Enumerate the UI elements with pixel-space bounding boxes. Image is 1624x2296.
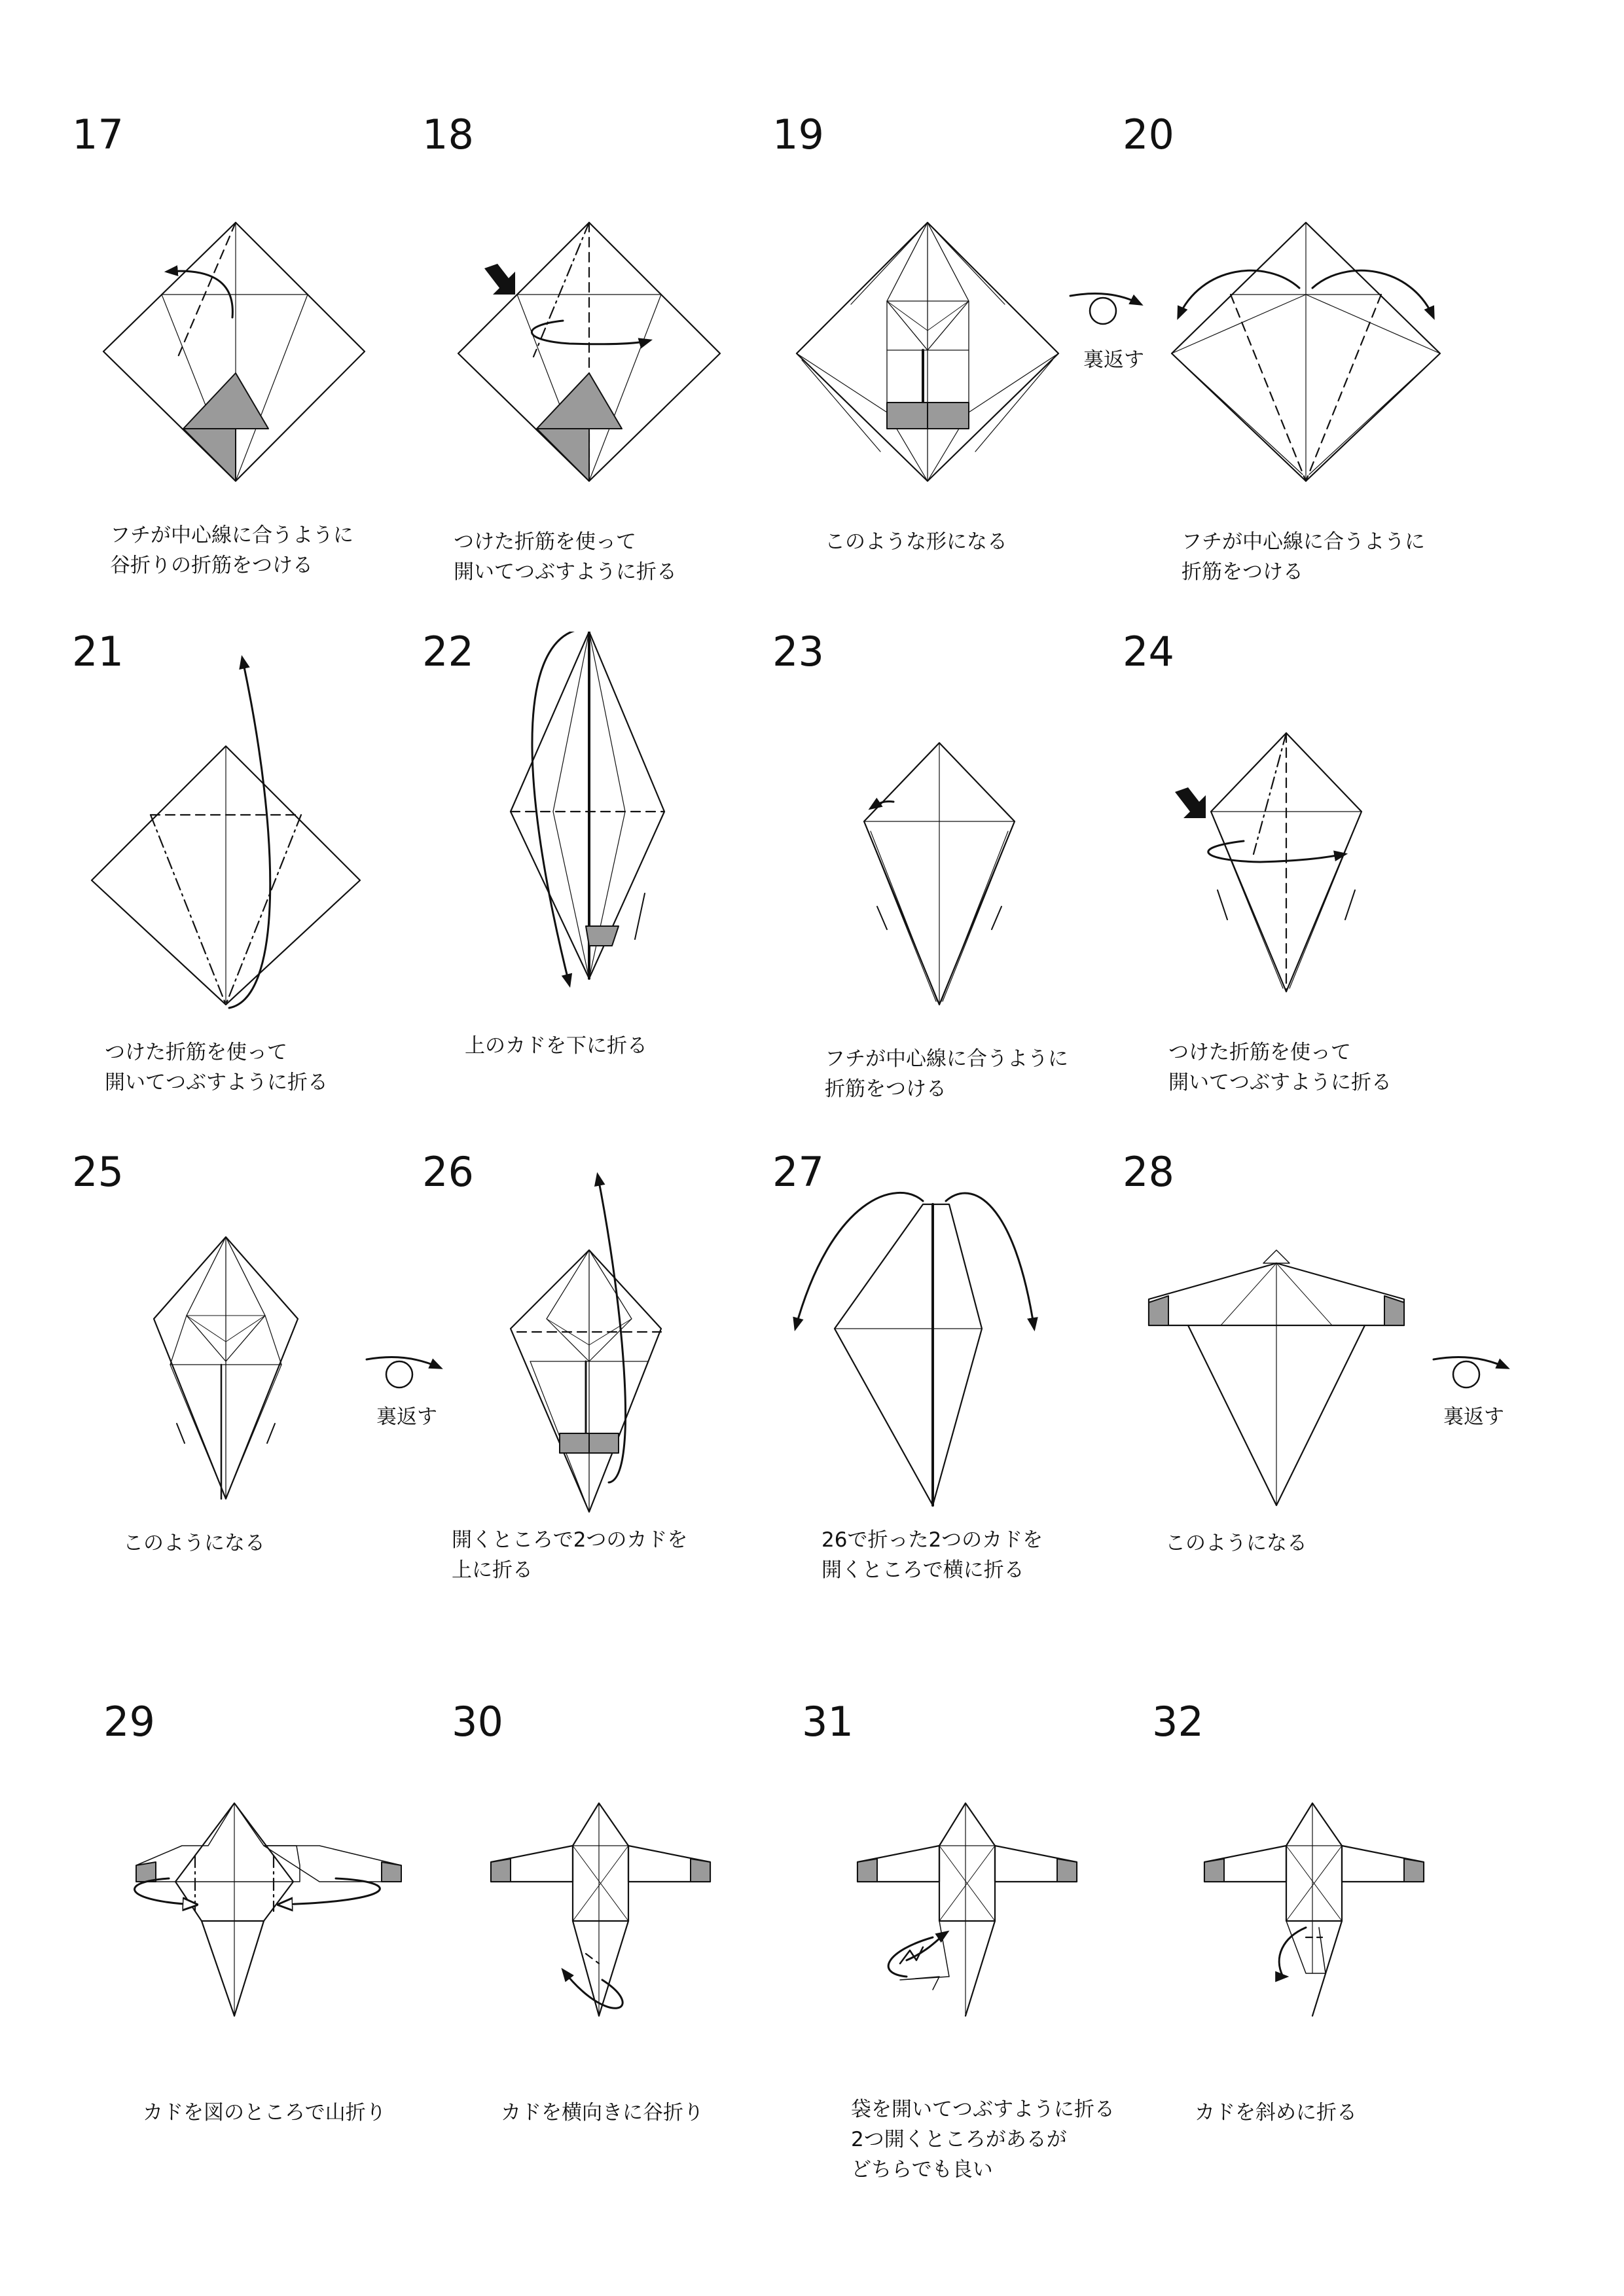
step-28-diagram xyxy=(1123,1148,1476,1662)
push-arrow-icon xyxy=(1175,787,1206,818)
step-23 xyxy=(772,628,1126,1142)
fold-arrow-icon xyxy=(229,658,270,1008)
step-number: 26 xyxy=(422,1148,474,1196)
fold-arrow-icon xyxy=(532,321,650,344)
step-28 xyxy=(1123,1148,1476,1662)
fold-arrow-icon xyxy=(280,1878,380,1905)
step-32 xyxy=(1152,1698,1506,2212)
step-25 xyxy=(72,1148,425,1662)
fold-arrow-icon xyxy=(1312,270,1434,317)
step-number: 18 xyxy=(422,111,474,158)
step-22-diagram xyxy=(422,628,776,1142)
step-30 xyxy=(452,1698,805,2212)
shaded-flap xyxy=(136,1862,156,1882)
step-27-diagram xyxy=(772,1148,1126,1662)
shaded-flap xyxy=(1149,1296,1168,1325)
step-number: 20 xyxy=(1123,111,1174,158)
step-number: 22 xyxy=(422,628,474,675)
fold-arrow-icon xyxy=(795,1193,923,1329)
step-number: 25 xyxy=(72,1148,124,1196)
step-25-diagram xyxy=(72,1148,425,1662)
fold-arrow-icon xyxy=(563,1970,623,2008)
step-30-diagram xyxy=(452,1698,805,2212)
step-31 xyxy=(802,1698,1155,2212)
step-17 xyxy=(72,111,425,625)
shaded-flap xyxy=(1384,1296,1404,1325)
step-caption: フチが中心線に合うように 谷折りの折筋をつける xyxy=(110,524,353,577)
turn-over-label: 裏返す xyxy=(1443,1405,1504,1429)
turn-over-label: 裏返す xyxy=(376,1405,437,1429)
fold-arrow-icon xyxy=(871,801,893,808)
step-number: 19 xyxy=(772,111,824,158)
step-number: 24 xyxy=(1123,628,1174,675)
shaded-flap xyxy=(537,429,589,481)
step-caption: 上のカドを下に折る xyxy=(465,1034,647,1058)
step-27 xyxy=(772,1148,1126,1662)
shaded-flap xyxy=(691,1859,710,1882)
step-18 xyxy=(422,111,776,625)
shaded-flap xyxy=(857,1859,877,1882)
step-caption: カドを斜めに折る xyxy=(1195,2101,1357,2125)
turn-over-label: 裏返す xyxy=(1083,348,1144,372)
step-caption: このようになる xyxy=(123,1532,265,1555)
step-24 xyxy=(1123,628,1476,1142)
step-29 xyxy=(103,1698,457,2212)
step-caption: フチが中心線に合うように 折筋をつける xyxy=(825,1047,1068,1101)
step-32-diagram xyxy=(1152,1698,1506,2212)
step-caption: カドを図のところで山折り xyxy=(143,2101,386,2125)
step-caption: このようになる xyxy=(1165,1532,1307,1555)
step-number: 28 xyxy=(1123,1148,1174,1196)
shaded-flap xyxy=(183,429,236,481)
shaded-flap xyxy=(1057,1859,1077,1882)
step-29-diagram xyxy=(103,1698,457,2212)
fold-arrow-icon xyxy=(888,1937,933,1977)
step-number: 27 xyxy=(772,1148,824,1196)
fold-arrow-icon xyxy=(532,632,589,985)
step-number: 29 xyxy=(103,1698,155,1746)
shaded-flap xyxy=(1204,1859,1224,1882)
step-number: 31 xyxy=(802,1698,854,1746)
step-caption: 開くところで2つのカドを 上に折る xyxy=(452,1528,688,1582)
step-21 xyxy=(72,628,425,1142)
step-number: 32 xyxy=(1152,1698,1204,1746)
fold-arrow-icon xyxy=(946,1193,1034,1329)
shaded-flap xyxy=(537,373,622,429)
turn-over-icon xyxy=(1430,1345,1515,1404)
step-26 xyxy=(422,1148,776,1662)
step-caption: フチが中心線に合うように 折筋をつける xyxy=(1182,530,1425,584)
fold-arrow-icon xyxy=(1208,841,1345,862)
step-caption: つけた折筋を使って 開いてつぶすように折る xyxy=(454,530,677,584)
fold-arrow-icon xyxy=(1178,270,1299,317)
fold-arrow-icon xyxy=(1279,1928,1306,1977)
step-caption: つけた折筋を使って 開いてつぶすように折る xyxy=(1168,1041,1392,1094)
step-22 xyxy=(422,628,776,1142)
fold-arrow-icon xyxy=(135,1878,195,1905)
step-caption: カドを横向きに谷折り xyxy=(501,2101,704,2125)
shaded-flap xyxy=(1404,1859,1424,1882)
shaded-flap xyxy=(586,926,619,946)
push-arrow-icon xyxy=(484,264,515,295)
step-number: 17 xyxy=(72,111,124,158)
step-number: 21 xyxy=(72,628,124,675)
shaded-flap xyxy=(491,1859,511,1882)
step-20 xyxy=(1123,111,1476,625)
step-number: 30 xyxy=(452,1698,503,1746)
step-19 xyxy=(772,111,1126,625)
step-caption: このような形になる xyxy=(825,530,1007,554)
step-caption: 袋を開いてつぶすように折る 2つ開くところがあるが どちらでも良い xyxy=(851,2098,1115,2181)
step-caption: つけた折筋を使って 開いてつぶすように折る xyxy=(105,1041,328,1094)
shaded-flap xyxy=(382,1862,401,1882)
step-number: 23 xyxy=(772,628,824,675)
step-caption: 26で折った2つのカドを 開くところで横に折る xyxy=(821,1528,1043,1582)
step-26-diagram xyxy=(422,1148,776,1662)
